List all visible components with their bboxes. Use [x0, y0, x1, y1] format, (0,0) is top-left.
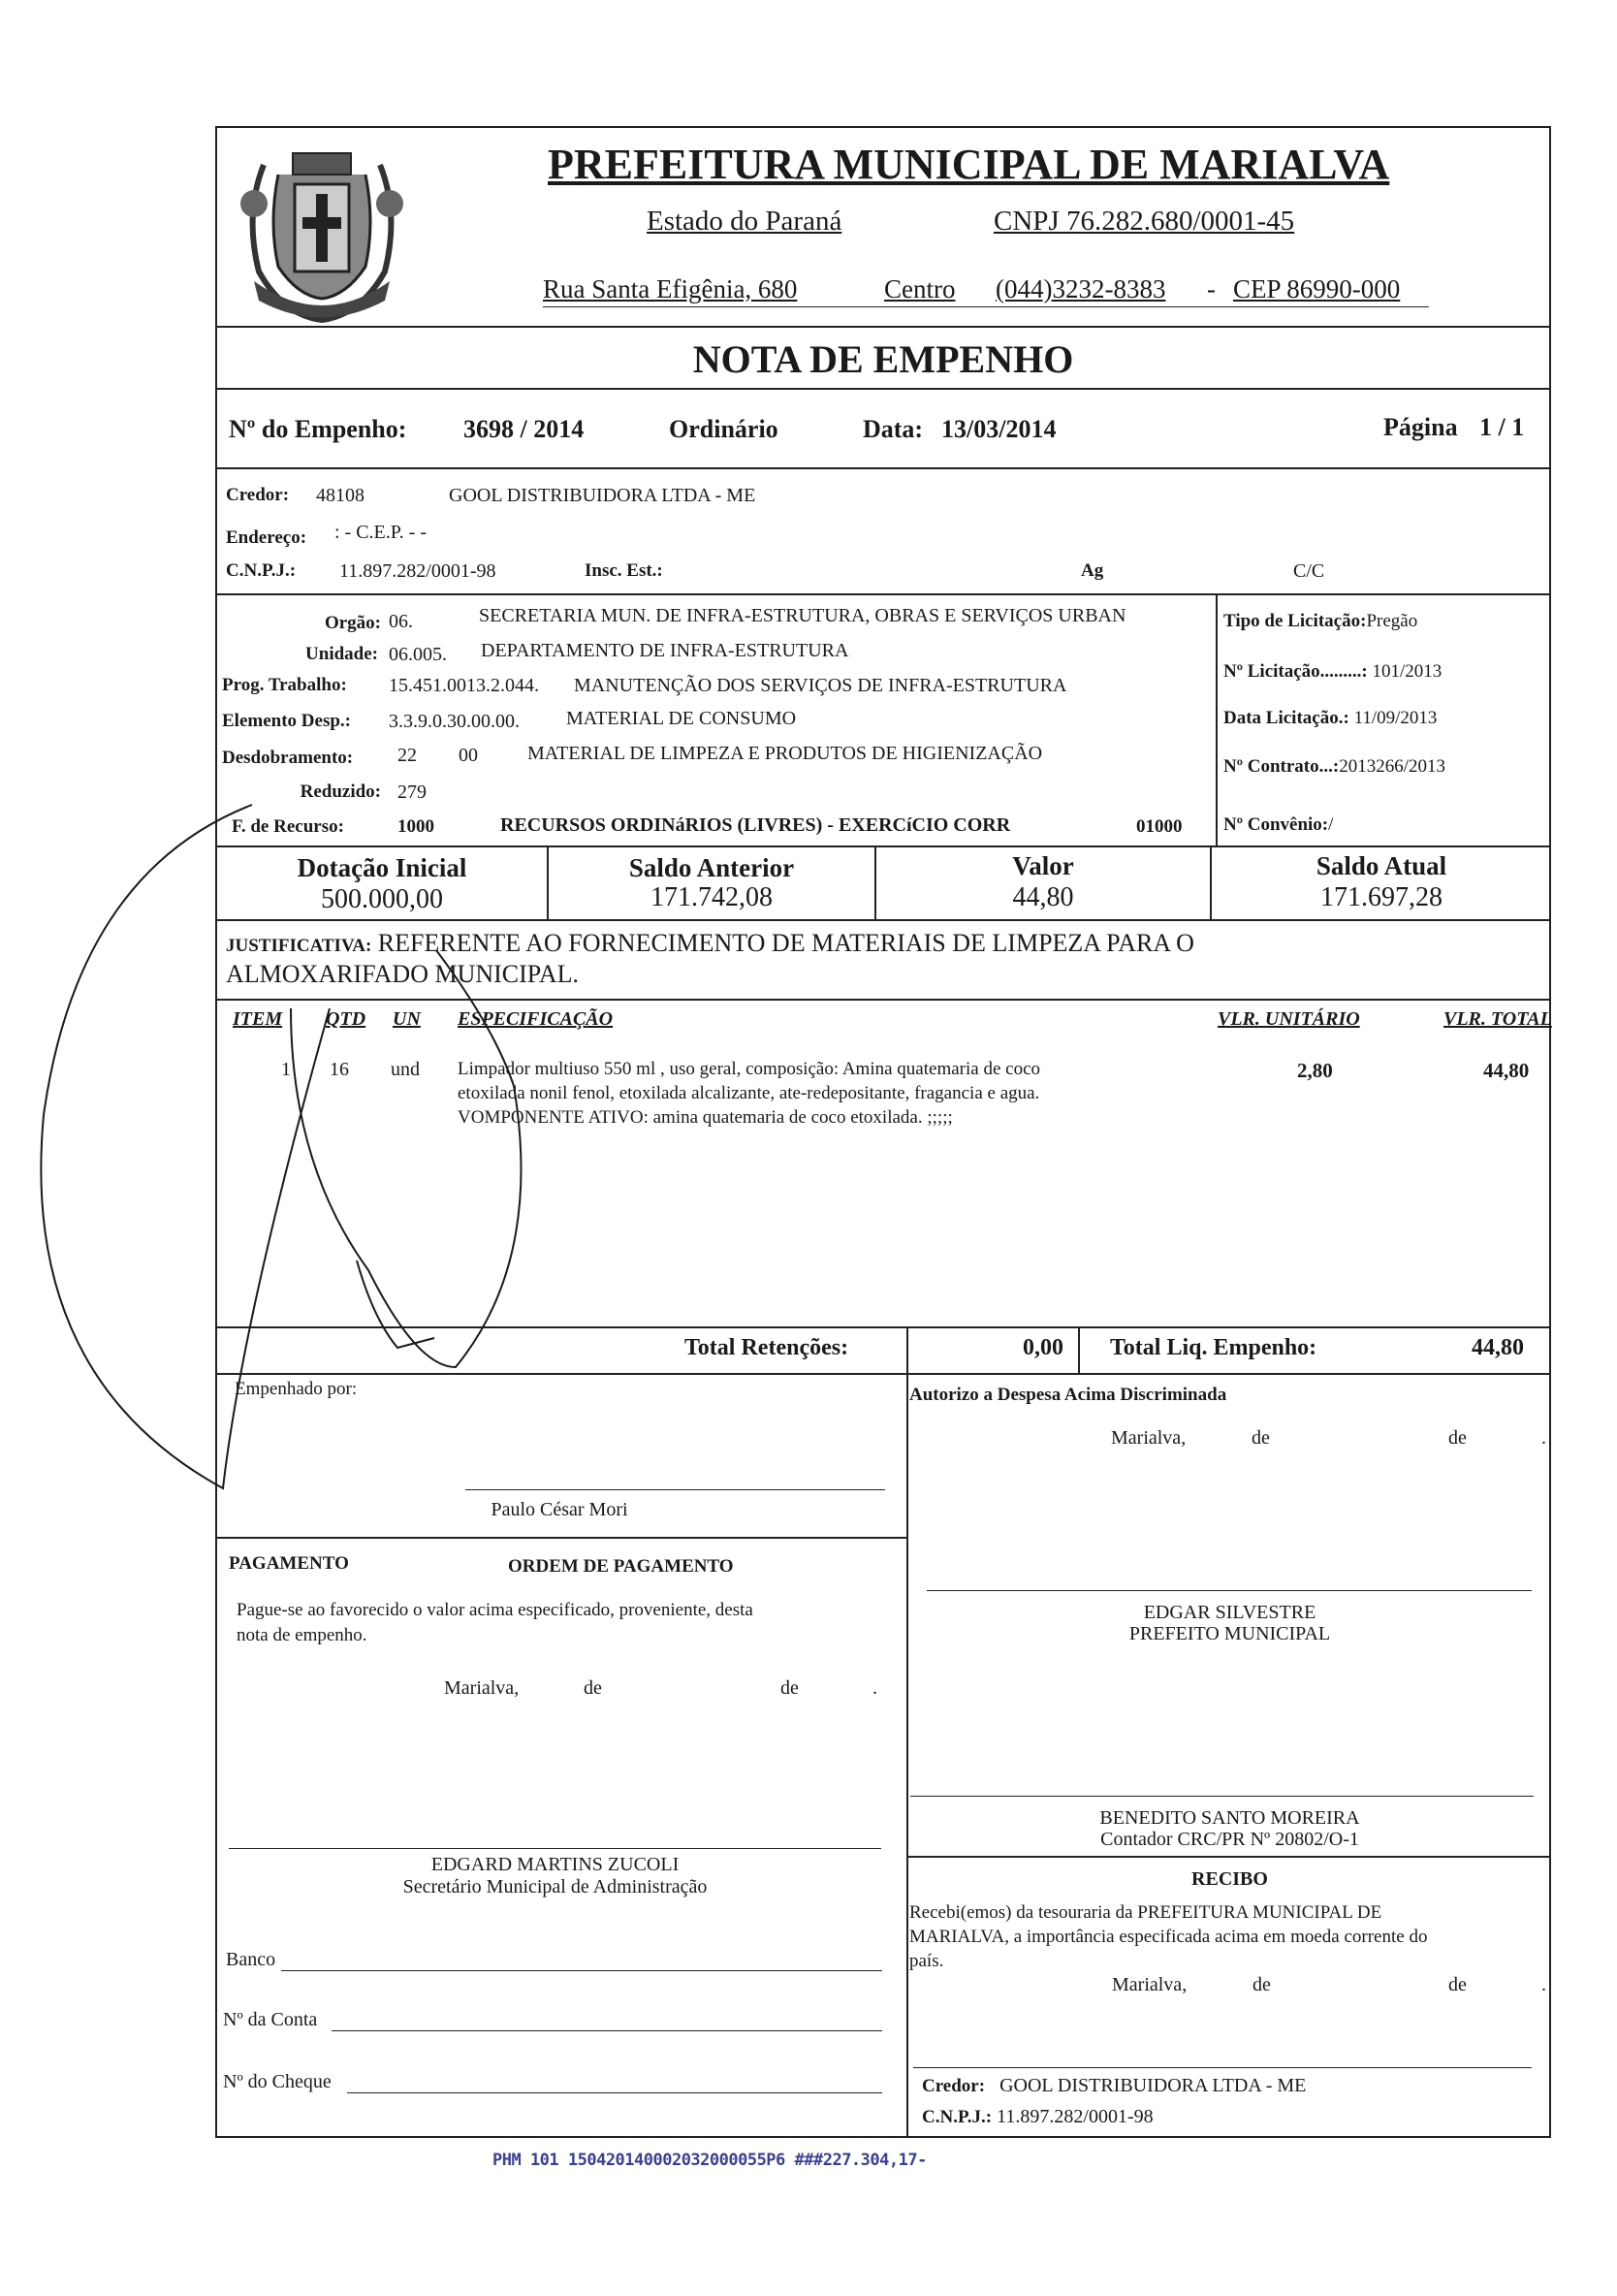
cep: CEP 86990-000	[1233, 274, 1401, 303]
valor-label: Valor	[1012, 851, 1074, 880]
contrato-row	[1223, 756, 1445, 778]
divider	[215, 845, 1551, 847]
empenho-type: Ordinário	[669, 415, 778, 443]
doc-title: NOTA DE EMPENHO	[692, 337, 1074, 381]
cnpj-sign-label: C.N.P.J.:	[922, 2107, 993, 2127]
autorizo-de-1: de	[1252, 1427, 1270, 1449]
divider	[215, 467, 1551, 469]
secretario-title: Secretário Municipal de Administração	[402, 1876, 708, 1897]
banco-field[interactable]	[281, 1970, 882, 1971]
recibo-de-2: de	[1448, 1974, 1467, 1995]
justificativa-line2: ALMOXARIFADO MUNICIPAL.	[226, 960, 580, 988]
item-number: 1	[281, 1059, 291, 1080]
item-spec-line2: etoxilada nonil fenol, etoxilada alcalizante, ate-redepositante, fragancia e agua.	[458, 1083, 1040, 1103]
credor-sign-row	[922, 2075, 1306, 2097]
recibo-line3: país.	[909, 1951, 944, 1971]
page-label: Página	[1383, 413, 1458, 441]
cnpj-sign-value: 11.897.282/0001-98	[997, 2106, 1154, 2127]
licitacao-type-row	[1223, 611, 1417, 632]
licitacao-date-value: 11/09/2013	[1353, 708, 1438, 728]
contador-name: BENEDITO SANTO MOREIRA	[1099, 1807, 1360, 1829]
recurso-label: F. de Recurso:	[232, 816, 344, 837]
desd-sub: 00	[459, 745, 478, 766]
contador-title: Contador CRC/PR Nº 20802/O-1	[1100, 1829, 1359, 1850]
credor-code: 48108	[316, 485, 365, 506]
divider	[215, 388, 1551, 390]
desd-label: Desdobramento:	[222, 748, 354, 768]
coat-of-arms-icon	[225, 136, 419, 330]
divider	[1216, 593, 1218, 845]
dotacao-value: 500.000,00	[321, 884, 443, 914]
credor-sign-label: Credor:	[922, 2076, 986, 2096]
phone: (044)3232-8383	[996, 274, 1166, 303]
orgao-desc: SECRETARIA MUN. DE INFRA-ESTRUTURA, OBRAS E SERVIÇOS URBAN	[479, 605, 1126, 626]
district: Centro	[884, 274, 956, 303]
recibo-de-1: de	[1252, 1974, 1271, 1995]
pague-line2: nota de empenho.	[237, 1625, 367, 1645]
saldo-atual-value: 171.697,28	[1320, 882, 1443, 912]
signature-line	[927, 1590, 1532, 1591]
empenho-number: 3698 / 2014	[463, 415, 585, 443]
divider	[215, 1373, 1551, 1375]
cnpj-label: C.N.P.J.:	[226, 560, 297, 581]
divider	[215, 593, 1551, 595]
desd-desc: MATERIAL DE LIMPEZA E PRODUTOS DE HIGIENIZAÇÃO	[527, 743, 1043, 764]
divider	[1078, 1326, 1080, 1373]
retencoes-label: Total Retenções:	[684, 1335, 849, 1360]
item-qtd: 16	[330, 1059, 349, 1080]
valor-value: 44,80	[1012, 882, 1074, 912]
pague-line1: Pague-se ao favorecido o valor acima especificado, proveniente, desta	[237, 1600, 753, 1620]
recurso-num: 01000	[1136, 816, 1183, 837]
divider	[215, 1326, 1551, 1328]
licitacao-number-row	[1223, 661, 1442, 683]
pagamento-label: PAGAMENTO	[229, 1553, 349, 1574]
credor-sign-name: GOOL DISTRIBUIDORA LTDA - ME	[999, 2075, 1307, 2096]
divider	[906, 1856, 1551, 1858]
endereco-label: Endereço:	[226, 527, 307, 548]
prog-desc: MANUTENÇÃO DOS SERVIÇOS DE INFRA-ESTRUTURA	[574, 675, 1067, 696]
empenhado-name: Paulo César Mori	[491, 1499, 628, 1520]
licitacao-type-label: Tipo de Licitação:	[1223, 611, 1367, 631]
licitacao-date-row	[1223, 708, 1437, 729]
state-label: Estado do Paraná	[647, 206, 842, 237]
elem-code: 3.3.9.0.30.00.00.	[389, 711, 520, 732]
retencoes-value: 0,00	[1023, 1335, 1063, 1360]
item-un: und	[391, 1059, 420, 1080]
reduzido-value: 279	[397, 781, 427, 803]
empenhado-label: Empenhado por:	[235, 1379, 358, 1399]
col-qtd-header: QTD	[326, 1008, 366, 1030]
prog-code: 15.451.0013.2.044.	[389, 675, 539, 696]
autorizo-dot: .	[1541, 1427, 1546, 1449]
autorizo-de-2: de	[1448, 1427, 1467, 1449]
pague-de-1: de	[584, 1677, 602, 1699]
reduzido-label: Reduzido:	[300, 781, 381, 802]
ordem-pagamento-label: ORDEM DE PAGAMENTO	[508, 1556, 734, 1577]
banco-label: Banco	[226, 1949, 276, 1970]
page-number: 1 / 1	[1479, 413, 1525, 441]
divider	[215, 326, 1551, 328]
orgao-label: Orgão:	[324, 613, 381, 633]
item-spec-line1: Limpador multiuso 550 ml , uso geral, composição: Amina quatemaria de coco	[458, 1059, 1040, 1079]
signature-line	[910, 1796, 1534, 1797]
licitacao-number-label: Nº Licitação.........:	[1223, 661, 1368, 682]
convenio-label: Nº Convênio:	[1223, 814, 1329, 835]
saldo-atual-label: Saldo Atual	[1316, 851, 1447, 880]
contrato-value: 2013266/2013	[1339, 756, 1445, 777]
endereco-value: : - C.E.P. - -	[334, 522, 427, 543]
separator-dash: -	[1207, 274, 1216, 303]
col-un-header: UN	[393, 1008, 421, 1030]
insc-label: Insc. Est.:	[585, 560, 663, 581]
elem-desc: MATERIAL DE CONSUMO	[566, 708, 797, 729]
address: Rua Santa Efigênia, 680	[543, 274, 798, 303]
signature-line	[465, 1489, 885, 1490]
col-unit-header: VLR. UNITÁRIO	[1218, 1008, 1360, 1030]
autorizo-label: Autorizo a Despesa Acima Discriminada	[909, 1385, 1227, 1405]
contrato-label: Nº Contrato...:	[1223, 756, 1340, 777]
address-underline	[543, 306, 1429, 307]
divider	[215, 1537, 906, 1539]
col-total-header: VLR. TOTAL	[1443, 1008, 1552, 1030]
micr-code: PHM 101 150420140002032000055P6 ###227.304,17-	[492, 2151, 927, 2170]
unidade-desc: DEPARTAMENTO DE INFRA-ESTRUTURA	[481, 640, 849, 661]
signature-line	[913, 2067, 1532, 2068]
date-value: 13/03/2014	[941, 415, 1057, 443]
date-label: Data:	[863, 415, 924, 443]
liq-empenho-value: 44,80	[1472, 1335, 1524, 1360]
licitacao-number-value: 101/2013	[1372, 661, 1443, 682]
prefeito-name: EDGAR SILVESTRE	[1143, 1602, 1316, 1623]
ag-label: Ag	[1081, 560, 1104, 581]
orgao-code: 06.	[389, 611, 413, 632]
convenio-row	[1223, 814, 1333, 836]
col-item-header: ITEM	[233, 1008, 283, 1030]
desd-code: 22	[397, 745, 417, 766]
pague-city: Marialva,	[444, 1677, 520, 1699]
cc-label: C/C	[1293, 560, 1325, 582]
cheque-field[interactable]	[347, 2092, 882, 2093]
prefeitura-title: PREFEITURA MUNICIPAL DE MARIALVA	[548, 141, 1390, 188]
conta-label: Nº da Conta	[223, 2009, 318, 2030]
cnpj-header: CNPJ 76.282.680/0001-45	[994, 206, 1295, 237]
convenio-value: /	[1328, 814, 1334, 835]
recibo-dot: .	[1541, 1974, 1546, 1995]
item-spec-line3: VOMPONENTE ATIVO: amina quatemaria de coco etoxilada. ;;;;;	[458, 1107, 953, 1128]
recurso-desc: RECURSOS ORDINáRIOS (LIVRES) - EXERCíCIO CORR	[500, 814, 1011, 836]
signature-line	[229, 1848, 881, 1849]
justificativa-row	[226, 929, 1194, 958]
saldo-anterior-value: 171.742,08	[650, 882, 773, 912]
item-total-value: 44,80	[1483, 1059, 1530, 1082]
cheque-label: Nº do Cheque	[223, 2071, 332, 2092]
prefeito-title: PREFEITO MUNICIPAL	[1128, 1623, 1331, 1644]
conta-field[interactable]	[332, 2030, 882, 2031]
recibo-city: Marialva,	[1112, 1974, 1188, 1995]
credor-name: GOOL DISTRIBUIDORA LTDA - ME	[449, 485, 756, 506]
divider	[906, 1326, 908, 1373]
empenho-number-label: Nº do Empenho:	[229, 415, 407, 443]
recurso-code: 1000	[397, 816, 434, 837]
liq-empenho-label: Total Liq. Empenho:	[1110, 1335, 1317, 1360]
col-spec-header: ESPECIFICAÇÃO	[458, 1008, 614, 1030]
saldo-anterior-label: Saldo Anterior	[628, 853, 795, 882]
elem-label: Elemento Desp.:	[222, 711, 351, 731]
cnpj-sign-row	[922, 2106, 1154, 2128]
item-unit-value: 2,80	[1297, 1059, 1333, 1082]
divider	[215, 919, 1551, 921]
cnpj-value: 11.897.282/0001-98	[339, 560, 496, 582]
divider	[215, 999, 1551, 1001]
divider	[906, 1373, 908, 2138]
unidade-label: Unidade:	[305, 644, 378, 664]
secretario-name: EDGARD MARTINS ZUCOLI	[430, 1854, 680, 1875]
recibo-label: RECIBO	[1191, 1868, 1268, 1890]
licitacao-type-value: Pregão	[1366, 611, 1418, 631]
credor-label: Credor:	[226, 485, 290, 505]
licitacao-date-label: Data Licitação.:	[1223, 708, 1349, 728]
recibo-line2: MARIALVA, a importância especificada acima em moeda corrente do	[909, 1927, 1428, 1947]
recibo-line1: Recebi(emos) da tesouraria da PREFEITURA MUNICIPAL DE	[909, 1902, 1382, 1923]
pague-dot: .	[872, 1677, 877, 1699]
prog-label: Prog. Trabalho:	[222, 675, 347, 695]
pague-de-2: de	[780, 1677, 799, 1699]
autorizo-city: Marialva,	[1111, 1427, 1187, 1449]
dotacao-label: Dotação Inicial	[297, 853, 467, 882]
justificativa-label: JUSTIFICATIVA:	[226, 936, 372, 956]
unidade-code: 06.005.	[389, 644, 447, 665]
justificativa-line1: REFERENTE AO FORNECIMENTO DE MATERIAIS DE LIMPEZA PARA O	[377, 929, 1194, 957]
